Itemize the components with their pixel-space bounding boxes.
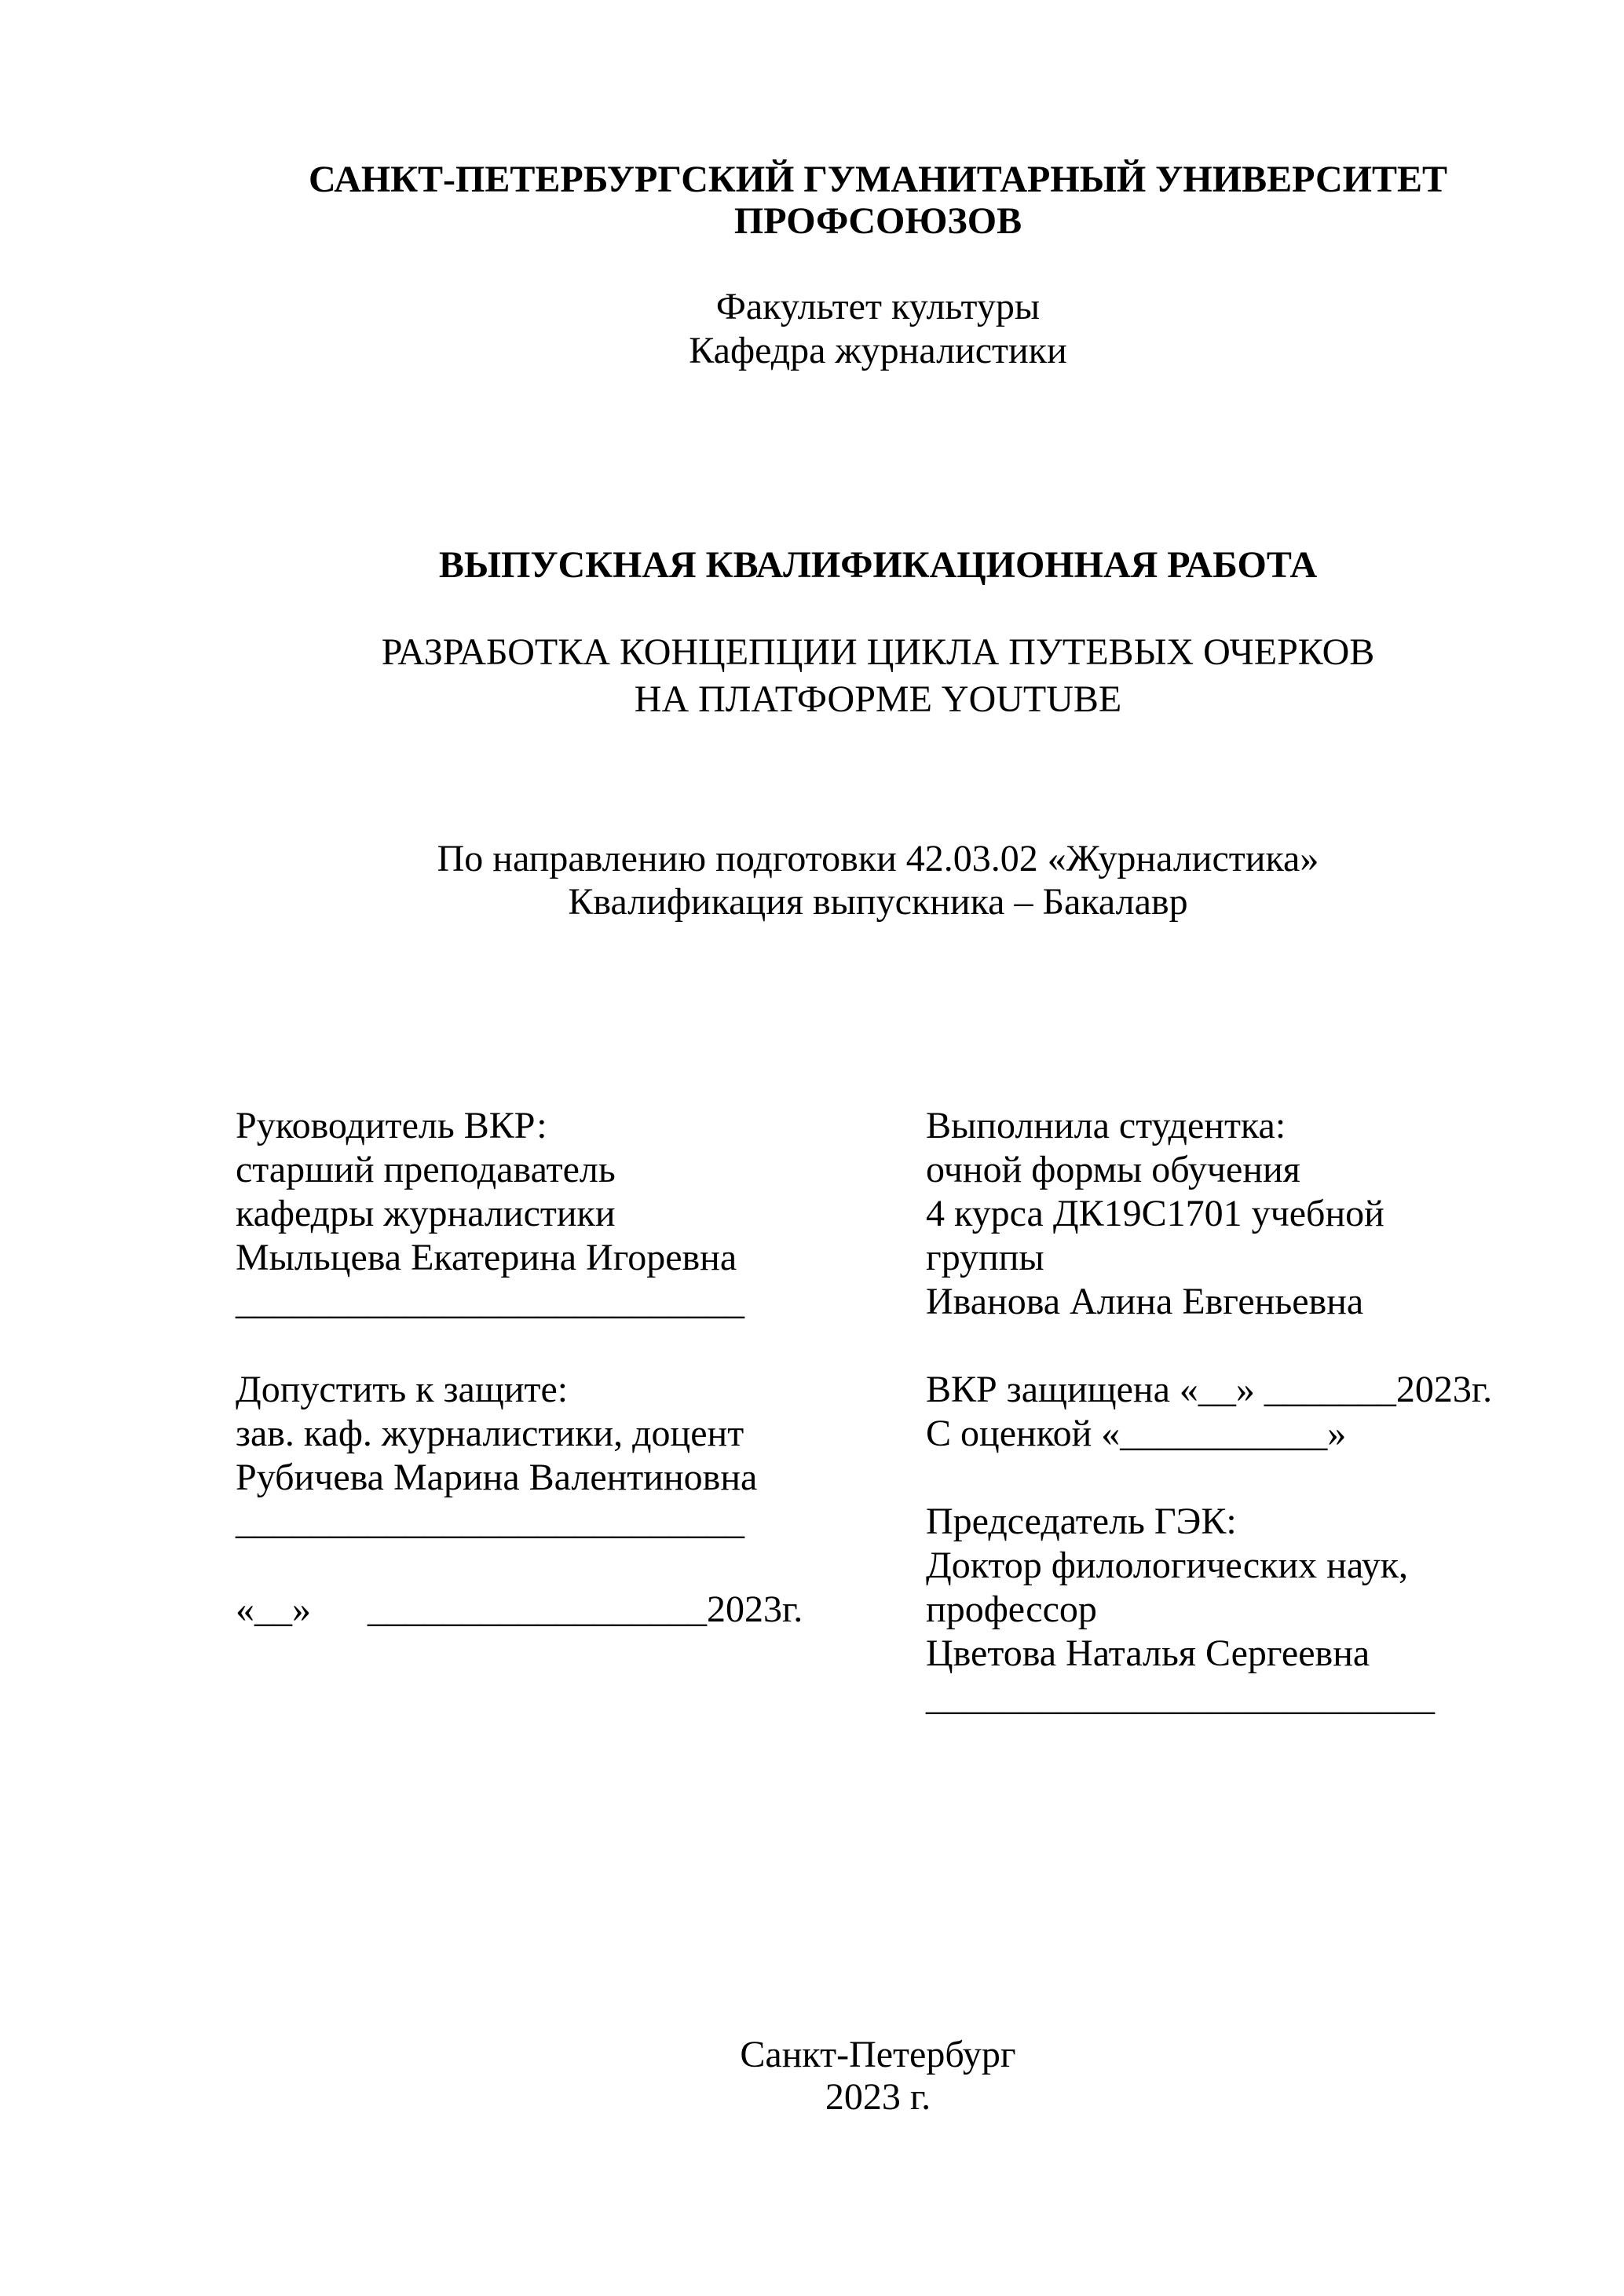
text-line: Выполнила студентка: xyxy=(926,1105,1286,1146)
work-title-line2: НА ПЛАТФОРМЕ YOUTUBE xyxy=(634,678,1122,720)
city: Санкт-Петербург xyxy=(740,2034,1016,2075)
supervisor-block xyxy=(236,1104,803,1632)
text-line: С оценкой «___________» xyxy=(926,1413,1347,1454)
department: Кафедра журналистики xyxy=(689,330,1067,371)
text-line xyxy=(926,1324,1492,1368)
text-line: группы xyxy=(926,1237,1044,1278)
year: 2023 г. xyxy=(825,2076,931,2118)
text-line: ВКР защищена «__» _______2023г. xyxy=(926,1369,1493,1410)
text-line xyxy=(236,1544,803,1588)
text-line: ___________________________ xyxy=(926,1676,1435,1718)
university-name-line1: САНКТ-ПЕТЕРБУРГСКИЙ ГУМАНИТАРНЫЙ УНИВЕРСИТЕТ xyxy=(308,159,1448,200)
text-line: Руководитель ВКР: xyxy=(236,1105,547,1146)
text-line: профессор xyxy=(926,1589,1097,1630)
text-line: Рубичева Марина Валентиновна xyxy=(236,1457,758,1498)
text-line: Иванова Алина Евгеньевна xyxy=(926,1281,1364,1322)
study-direction: По направлению подготовки 42.03.02 «Журналистика» xyxy=(437,838,1319,879)
text-line: ___________________________ xyxy=(236,1281,744,1322)
student-block xyxy=(926,1104,1492,1720)
faculty: Факультет культуры xyxy=(715,286,1041,327)
text-line xyxy=(236,1324,803,1368)
qualification: Квалификация выпускника – Бакалавр xyxy=(568,881,1188,923)
text-line: Допустить к защите: xyxy=(236,1369,569,1410)
text-line xyxy=(926,1456,1492,1500)
text-line: Председатель ГЭК: xyxy=(926,1501,1237,1542)
text-line: старший преподаватель xyxy=(236,1149,616,1190)
text-line: Мыльцева Екатерина Игоревна xyxy=(236,1237,737,1278)
text-line: очной формы обучения xyxy=(926,1149,1300,1190)
text-line: кафедры журналистики xyxy=(236,1193,616,1234)
text-line: зав. каф. журналистики, доцент xyxy=(236,1413,744,1454)
text-line: ___________________________ xyxy=(236,1501,744,1542)
text-line: Цветова Наталья Сергеевна xyxy=(926,1632,1370,1674)
work-title-line1: РАЗРАБОТКА КОНЦЕПЦИИ ЦИКЛА ПУТЕВЫХ ОЧЕРКОВ xyxy=(381,631,1375,673)
work-type: ВЫПУСКНАЯ КВАЛИФИКАЦИОННАЯ РАБОТА xyxy=(438,544,1318,586)
university-name-line2: ПРОФСОЮЗОВ xyxy=(733,200,1022,242)
text-line: 4 курса ДК19С1701 учебной xyxy=(926,1193,1384,1234)
text-line: «__» __________________2023г. xyxy=(236,1589,803,1630)
text-line: Доктор филологических наук, xyxy=(926,1545,1409,1586)
